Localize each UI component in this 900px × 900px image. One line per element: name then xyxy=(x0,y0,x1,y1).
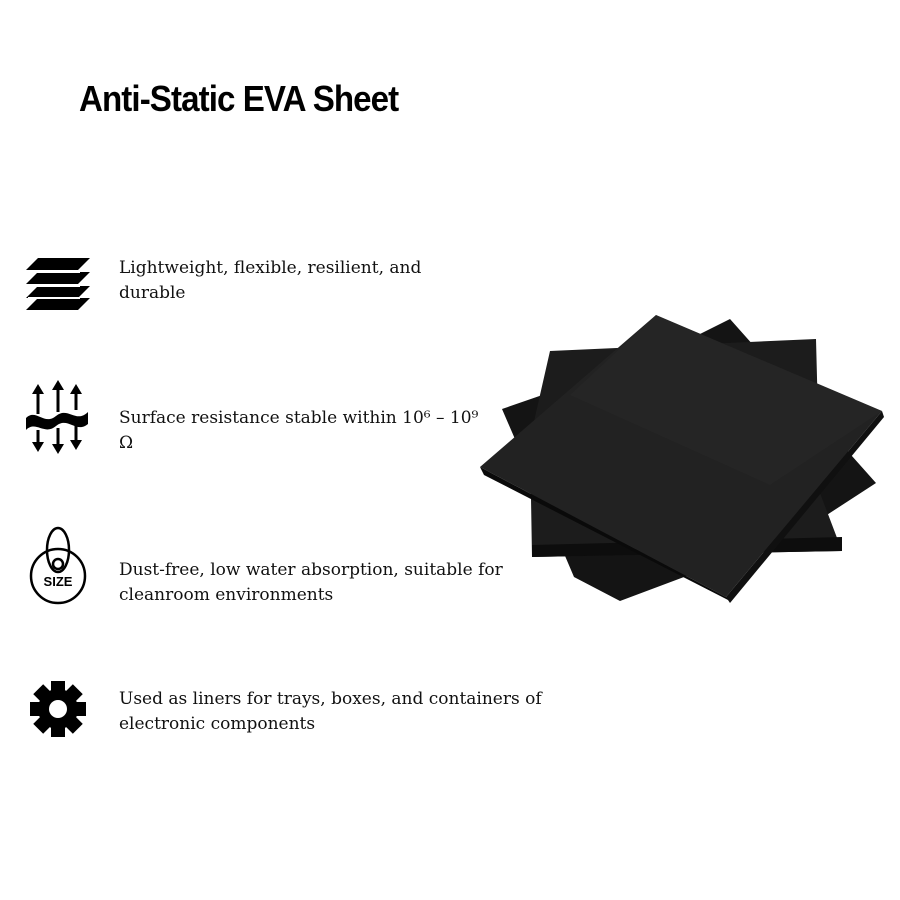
feature-text: Dust-free, low water absorption, suitable for cleanroom environments xyxy=(119,560,503,605)
resistance-arrows-icon xyxy=(24,380,92,460)
feature-item-liners xyxy=(24,675,584,765)
feature-text: Used as liners for trays, boxes, and containers of electronic components xyxy=(119,689,542,734)
product-image-eva-sheets xyxy=(470,305,890,615)
size-tag-label: SIZE xyxy=(43,574,73,589)
page-title: Anti-Static EVA Sheet xyxy=(79,78,399,119)
feature-text: Lightweight, flexible, resilient, and durable xyxy=(119,258,422,303)
feature-text: Surface resistance stable within 10⁶ – 10⁹ Ω xyxy=(119,408,479,453)
size-tag-icon xyxy=(24,524,92,604)
gear-icon xyxy=(24,675,92,755)
layers-icon xyxy=(24,250,92,330)
